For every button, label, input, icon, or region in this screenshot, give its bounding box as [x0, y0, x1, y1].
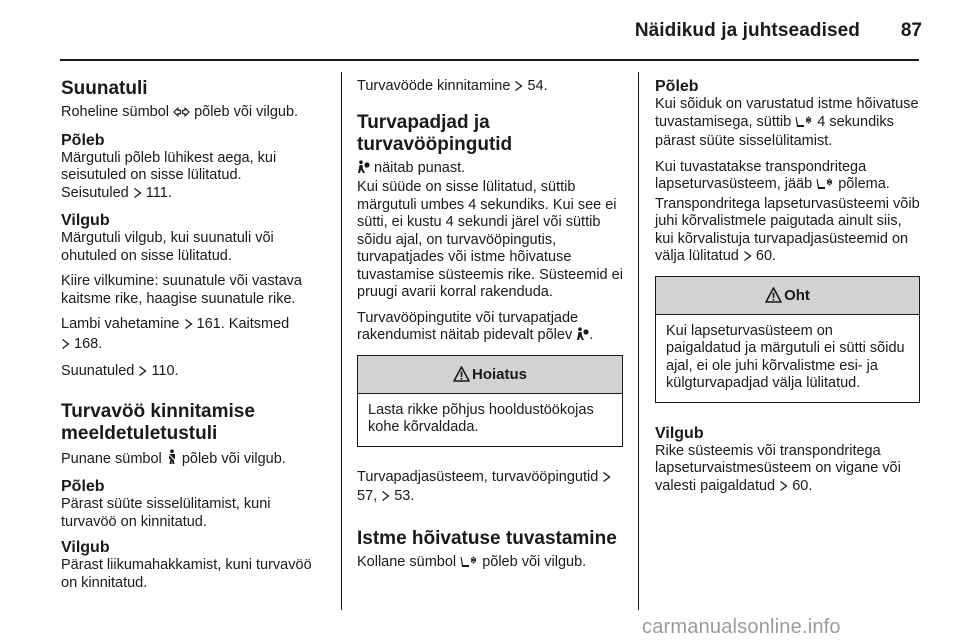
text: Punane sümbol [61, 450, 166, 467]
seat-occupancy-icon [460, 556, 478, 574]
column-1 [61, 78, 329, 600]
paragraph [357, 469, 623, 508]
paragraph [61, 316, 329, 355]
section-title-airbags: Turvapadjad ja turvavööpingutid [357, 111, 513, 155]
paragraph [655, 159, 920, 268]
text: Turvavööpingutite või turvapatjade rakendumist näitab pidevalt põlev [357, 309, 579, 343]
paragraph [357, 160, 623, 180]
section-title-seatbelt-reminder: Turvavöö kinnitamise meeldetuletustuli [61, 400, 255, 444]
paragraph: Kiire vilkumine: suunatule või vastava kaitsme rike, haagise suunatule rike. [61, 273, 302, 307]
text: põleb või vilgub. [478, 553, 587, 570]
page-reference[interactable]: 168. [74, 335, 103, 352]
column-2 [357, 78, 623, 581]
paragraph [61, 185, 329, 205]
paragraph [357, 310, 623, 347]
text: Turvavööde kinnitamine [357, 78, 515, 94]
subheading-poleb: Põleb [61, 478, 105, 495]
page-reference[interactable]: 111. [145, 184, 172, 201]
subheading-vilgub: Vilgub [61, 539, 110, 556]
paragraph [357, 554, 623, 574]
paragraph: Märgutuli põleb lühikest aega, kui seisutuled on sisse lülitatud. [61, 149, 277, 183]
paragraph [61, 363, 329, 383]
section-title-turn-signal: Suunatuli [61, 78, 148, 99]
danger-box-header [656, 277, 919, 315]
page-reference-arrow-icon [381, 490, 390, 508]
paragraph [357, 78, 623, 98]
column-divider-1 [341, 72, 342, 610]
seat-occupancy-icon [816, 178, 834, 196]
seatbelt-person-icon [166, 449, 178, 471]
turn-signal-arrows-icon [173, 106, 190, 124]
section-title-seat-occupancy: Istme hõivatuse tuvastamine [357, 527, 617, 549]
seat-occupancy-icon [795, 116, 813, 134]
text: põleb või vilgub. [190, 104, 299, 120]
subheading-vilgub: Vilgub [61, 212, 110, 229]
warning-box [357, 355, 623, 447]
paragraph [655, 96, 920, 151]
page-reference-arrow-icon [61, 338, 70, 356]
warning-box-text: Lasta rikke põhjus hooldustöökojas kohe kõrvaldada. [368, 401, 594, 435]
danger-box-title: Oht [784, 286, 810, 304]
warning-triangle-icon [765, 280, 782, 317]
paragraph: Pärast liikumahakkamist, kuni turvavöö on kinnitatud. [61, 557, 312, 591]
page-reference-arrow-icon [779, 480, 788, 498]
airbag-person-icon [357, 160, 370, 180]
subheading-vilgub: Vilgub [655, 424, 704, 442]
warning-box-title: Hoiatus [471, 365, 527, 383]
text: näitab punast. [370, 159, 466, 176]
airbag-person-icon [576, 327, 589, 347]
page-reference[interactable]: 57, [357, 488, 382, 504]
page-reference-arrow-icon [743, 250, 752, 268]
page-number: 87 [900, 20, 922, 41]
paragraph [61, 449, 329, 471]
text: 4 sekundiks pärast süüte sisselülitamist. [655, 113, 894, 149]
page-reference[interactable]: 60. [755, 248, 777, 264]
text: põlema. Transpondritega lapseturvasüsteemi võib juhi kõrvalistmele paigutada ainult siis, kui kõrvalistuja turvapadjasüsteemid on välja lülitatud [655, 176, 920, 264]
text: Kui tuvastatakse transpondritega lapseturvasüsteem, jääb [655, 158, 867, 192]
warning-triangle-icon [453, 359, 470, 396]
subheading-poleb: Põleb [655, 78, 699, 95]
column-3 [655, 78, 920, 505]
text: põleb või vilgub. [177, 450, 286, 467]
page-reference-arrow-icon [138, 365, 147, 383]
danger-box [655, 276, 920, 403]
text: Kui sõiduk on varustatud istme hõivatuse tuvastamisega, süttib [655, 96, 919, 130]
paragraph: Pärast süüte sisselülitamist, kuni turvavöö on kinnitatud. [61, 496, 271, 530]
paragraph [61, 104, 329, 124]
page-reference[interactable]: 60. [792, 477, 813, 494]
column-divider-2 [638, 72, 639, 610]
watermark: carmanualsonline.info [642, 616, 841, 638]
page-reference[interactable]: 161. Kaitsmed [196, 316, 290, 332]
warning-box-header [358, 356, 622, 394]
text: Lambi vahetamine [61, 316, 184, 332]
subheading-poleb: Põleb [61, 131, 105, 149]
danger-box-text: Kui lapseturvasüsteem on paigaldatud ja märgutuli ei sütti sõidu ajal, ei ole juhi kõrvalistme esi- ja külgturvapadjad välja lülitatud. [666, 322, 905, 391]
paragraph [655, 443, 920, 498]
text: Turvapadjasüsteem, turvavööpingutid [357, 468, 603, 485]
page-reference-arrow-icon [184, 318, 193, 336]
text: Suunatuled [61, 363, 139, 379]
paragraph: Märgutuli vilgub, kui suunatuli või ohutuled on sisse lülitatud. [61, 230, 274, 264]
running-header-title: Näidikud ja juhtseadised [634, 20, 860, 41]
page-reference[interactable]: 110. [151, 363, 179, 379]
text: . [589, 327, 594, 343]
page-reference-arrow-icon [514, 80, 523, 98]
page-reference-arrow-icon [602, 471, 611, 489]
text: Seisutuled [61, 184, 133, 201]
text: Roheline sümbol [61, 104, 174, 120]
header-divider [60, 59, 919, 61]
page-reference-arrow-icon [133, 187, 142, 205]
page-reference[interactable]: 54. [527, 78, 548, 94]
page-reference[interactable]: 53. [394, 488, 415, 504]
text: Rike süsteemis või transpondritega lapseturvaistmesüsteem on vigane või valesti paigaldatud [655, 442, 901, 494]
text: Kollane sümbol [357, 553, 461, 570]
paragraph: Kui süüde on sisse lülitatud, süttib märgutuli umbes 4 sekundiks. Kui see ei sütti, ei kustu 4 sekundi järel või süttib sõidu ajal, on turvavööpingutis, turvapatjades või istme hõivatuse tuvastamise süsteemis rike. Süsteemid ei pruugi avarii korral rakenduda. [357, 179, 623, 300]
